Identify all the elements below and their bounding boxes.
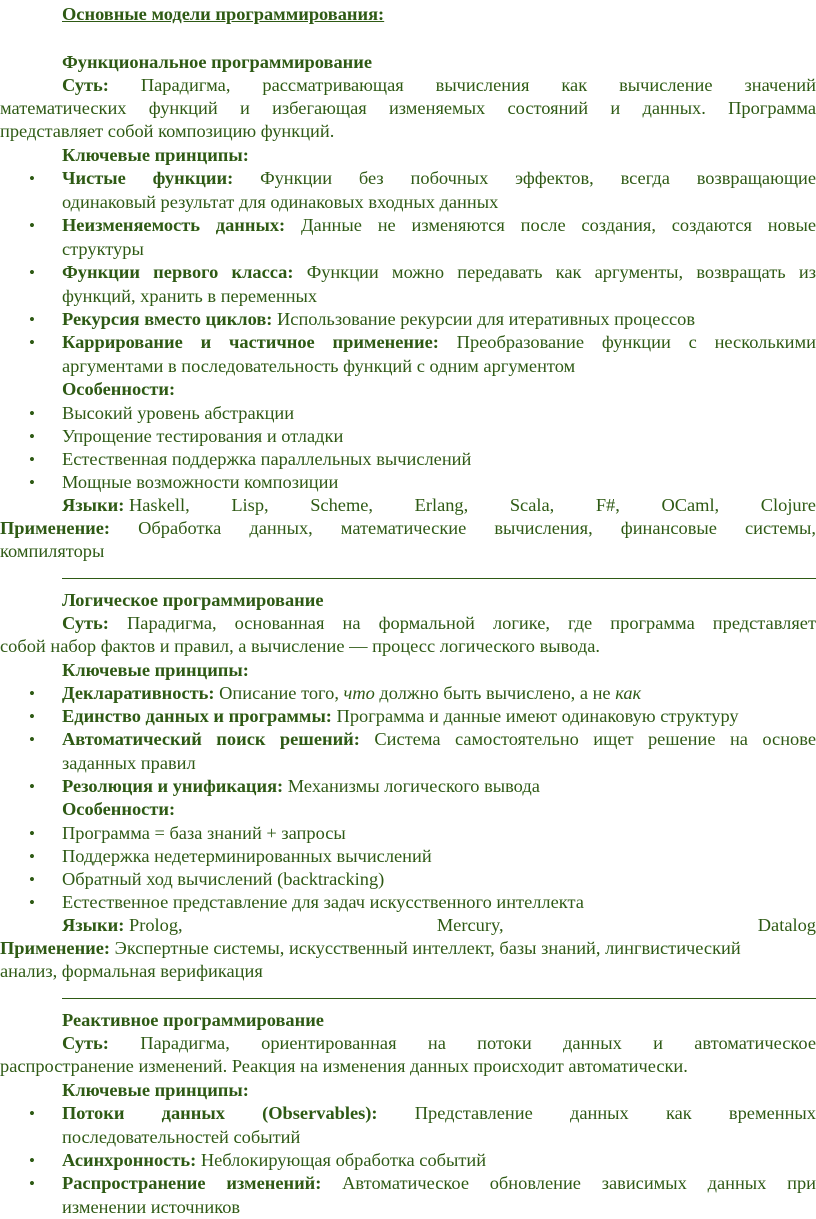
usage-line: компиляторы [0,541,105,561]
languages-line: Языки: Haskell, Lisp, Scheme, Erlang, Scala, F#, OCaml, Clojure [62,495,816,515]
section-divider [62,998,816,999]
principles-label: Ключевые принципы: [62,1080,249,1100]
bullet-icon: • [29,1174,35,1193]
bullet-icon: • [29,893,35,912]
essence-line: Суть: Парадигма, рассматривающая вычисления как вычисление значений [62,75,816,95]
essence-line: Суть: Парадигма, ориентированная на потоки данных и автоматическое [62,1033,816,1053]
bullet-icon: • [29,684,35,703]
section-heading-logical: Логическое программирование [62,590,324,610]
bullet-icon: • [29,310,35,329]
bullet-icon: • [29,263,35,282]
section-divider [62,578,816,579]
bullet-icon: • [29,777,35,796]
essence-line: математических функций и избегающая изменяемых состояний и данных. Программа [0,98,816,118]
essence-line: собой набор фактов и правил, а вычисление — процесс логического вывода. [0,636,600,656]
bullet-icon: • [29,169,35,188]
essence-line: представляет собой композицию функций. [0,121,335,141]
usage-line: Применение: Экспертные системы, искусственный интеллект, базы знаний, лингвистический [0,938,741,958]
bullet-icon: • [29,1151,35,1170]
features-label: Особенности: [62,799,176,819]
usage-line: анализ, формальная верификация [0,961,263,981]
bullet-icon: • [29,870,35,889]
section-heading-functional: Функциональное программирование [62,52,373,72]
bullet-icon: • [29,404,35,423]
section-heading-reactive: Реактивное программирование [62,1010,324,1030]
bullet-icon: • [29,1104,35,1123]
bullet-icon: • [29,473,35,492]
bullet-icon: • [29,730,35,749]
bullet-icon: • [29,427,35,446]
bullet-icon: • [29,216,35,235]
bullet-icon: • [29,847,35,866]
bullet-icon: • [29,824,35,843]
languages-line: Языки: Prolog, Mercury, Datalog [62,915,816,935]
essence-line: Суть: Парадигма, основанная на формальной логике, где программа представляет [62,613,816,633]
principles-label: Ключевые принципы: [62,660,249,680]
principles-label: Ключевые принципы: [62,145,249,165]
bullet-icon: • [29,333,35,352]
essence-line: распространение изменений. Реакция на изменения данных происходит автоматически. [0,1056,688,1076]
bullet-icon: • [29,450,35,469]
usage-line: Применение: Обработка данных, математические вычисления, финансовые системы, [0,518,816,538]
features-label: Особенности: [62,379,176,399]
bullet-icon: • [29,707,35,726]
document-title: Основные модели программирования: [62,4,385,24]
